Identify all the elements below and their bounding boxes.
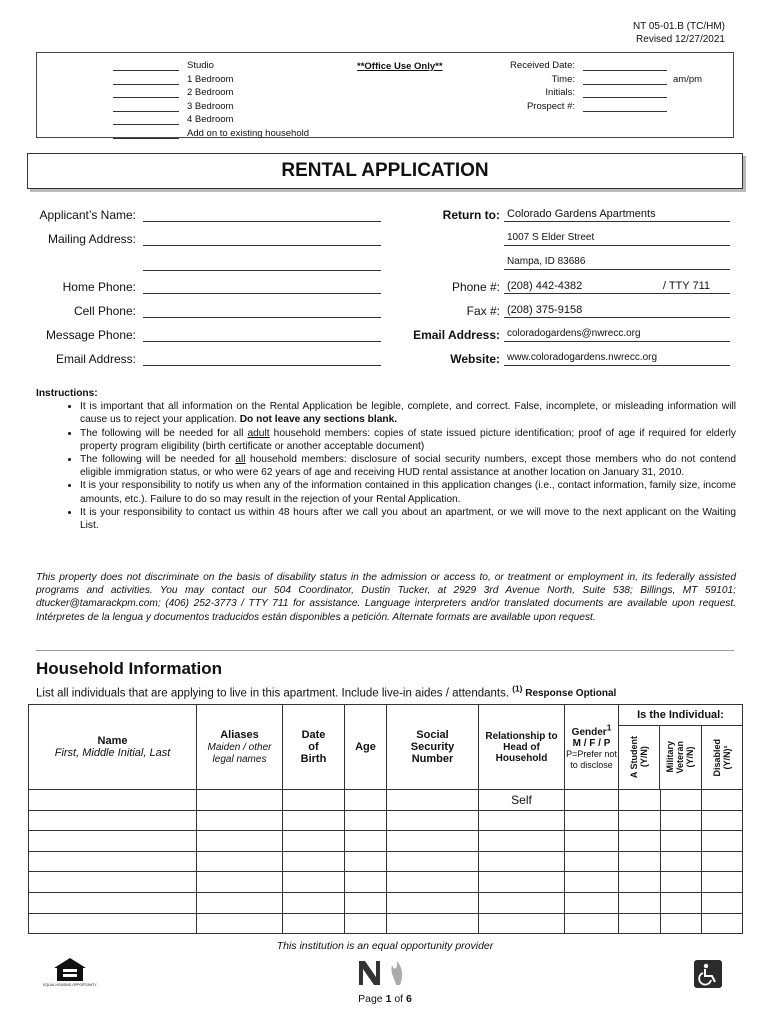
col-gender: Gender$^1$ M / F / P P=Prefer not to disclose — [565, 705, 619, 790]
property-address-1: 1007 S Elder Street — [504, 232, 730, 246]
table-row — [29, 831, 743, 852]
company-logo — [356, 957, 412, 987]
time-field[interactable]: Time: am/pm — [551, 74, 703, 85]
email-row: Email Address: coloradogardens@nwrecc.org — [390, 328, 730, 342]
form-code — [633, 20, 725, 46]
received-date-field[interactable]: Received Date: — [465, 58, 667, 71]
office-use-title: **Office Use Only** — [357, 61, 443, 72]
cell-phone-field[interactable]: Cell Phone: — [36, 304, 381, 318]
form-number: NT 05-01.B (TC/HM) — [632, 21, 725, 32]
nondiscrimination-statement: This property does not discriminate on the basis of disability status in the admission or access to, or treatment or employment in, its federally assisted programs and activities. You may contact our 504 Coordinator, Dustin Tucker, at 2929 3rd Avenue North, Suite 538; Billings, MT 59101; dtucker@tamarackpm.com; (406) 252-3773 / TTY 711 for assistance. Language interpreters and/or translated documents are available upon request. Intérpretes de la lengua y documentos traducidos están disponibles a petición. Alternate formats are available upon request. — [36, 572, 736, 623]
accessibility-logo — [694, 960, 722, 988]
table-row — [29, 790, 743, 811]
prospect-field[interactable]: Prospect #: — [465, 99, 667, 112]
table-row — [29, 810, 743, 831]
fax-row: Fax #: (208) 375-9158 — [390, 304, 730, 318]
col-veteran: Military Veteran (Y/N) — [660, 726, 701, 789]
applicant-name-field[interactable]: Applicant’s Name: — [36, 208, 381, 222]
unit-option[interactable]: Add on to existing household — [113, 126, 309, 139]
equal-housing-logo — [43, 957, 97, 989]
unit-option[interactable]: 4 Bedroom — [113, 112, 233, 125]
property-email[interactable]: coloradogardens@nwrecc.org — [504, 328, 730, 342]
return-to-row: Return to: Colorado Gardens Apartments — [390, 208, 730, 222]
section-divider — [36, 650, 734, 651]
instruction-item: • It is important that all information on the Rental Application be legible, complete, and correct. False, incomplete, or misleading information will cause us to reject your application. Do not leave any sections blank. — [80, 400, 736, 426]
instruction-item: • The following will be needed for all adult household members: copies of state issued picture identification; proof of age if required for elderly property program eligibility (birth certificate or another acceptable document) — [80, 427, 736, 453]
property-address-2: Nampa, ID 83686 — [504, 256, 730, 270]
table-row — [29, 892, 743, 913]
page-title: RENTAL APPLICATION — [27, 153, 743, 189]
household-title: Household Information — [36, 659, 223, 678]
property-phone: (208) 442-4382 — [507, 280, 583, 292]
equal-housing-icon — [43, 957, 97, 989]
logo-icon — [356, 957, 412, 987]
mailing-address-field[interactable]: Mailing Address: — [36, 232, 381, 246]
phone-row: Phone #: (208) 442-4382 / TTY 711 — [390, 280, 730, 294]
message-phone-field[interactable]: Message Phone: — [36, 328, 381, 342]
relationship-self: Self — [479, 790, 565, 811]
property-tty: / TTY 711 — [662, 280, 710, 292]
col-dob: Date of Birth — [283, 705, 345, 790]
unit-option[interactable]: 1 Bedroom — [113, 72, 233, 85]
mailing-address-line2[interactable] — [143, 257, 381, 271]
email-address-field[interactable]: Email Address: — [36, 352, 381, 366]
household-subtitle: List all individuals that are applying to live in this apartment. Include live-in aides / attendants. $^{(1)}$ Response Optional — [36, 684, 617, 700]
property-name: Colorado Gardens Apartments — [504, 208, 730, 222]
instruction-item: • It is your responsibility to contact us within 48 hours after we call you about an apartment, or we will move to the next applicant on the Waiting List. — [80, 506, 736, 532]
unit-option[interactable]: Studio — [113, 58, 214, 71]
col-is-individual: Is the Individual: A Student (Y/N) Military Veteran (Y/N) Disabled (Y/N)¹ — [619, 705, 743, 790]
household-table — [28, 704, 743, 934]
revised-date: Revised 12/27/2021 — [636, 34, 725, 45]
instruction-item: • It is your responsibility to notify us when any of the information contained in this application changes (i.e., contact information, family size, income amounts, etc.). Failure to do so may result in the rejection of your Rental Application. — [80, 479, 736, 505]
col-aliases: Aliases Maiden / other legal names — [197, 705, 283, 790]
col-relationship: Relationship to Head of Household — [479, 705, 565, 790]
table-row — [29, 851, 743, 872]
col-age: Age — [345, 705, 387, 790]
col-disabled: Disabled (Y/N)¹ — [711, 738, 732, 777]
col-student: A Student (Y/N) — [619, 726, 660, 789]
svg-text:EQUAL HOUSING OPPORTUNITY: EQUAL HOUSING OPPORTUNITY — [43, 983, 97, 987]
equal-opportunity-text: This institution is an equal opportunity provider — [276, 940, 494, 952]
office-use-box — [36, 52, 734, 138]
page-number: Page 1 of 6 — [358, 993, 412, 1005]
unit-option[interactable]: 3 Bedroom — [113, 99, 233, 112]
instruction-item: • The following will be needed for all household members: disclosure of social security numbers, except those members who do not contend eligible immigration status, or who were 62 years of age and receiving HUD rental assistance at another location on January 31, 2010. — [80, 453, 736, 479]
unit-option[interactable]: 2 Bedroom — [113, 85, 233, 98]
wheelchair-icon — [694, 960, 722, 988]
website-row: Website: www.coloradogardens.nwrecc.org — [390, 352, 730, 366]
instructions — [36, 387, 736, 532]
property-fax: (208) 375-9158 — [504, 304, 730, 318]
home-phone-field[interactable]: Home Phone: — [36, 280, 381, 294]
table-row — [29, 913, 743, 934]
table-row — [29, 872, 743, 893]
initials-field[interactable]: Initials: — [465, 85, 667, 98]
col-ssn: Social Security Number — [387, 705, 479, 790]
property-website[interactable]: www.coloradogardens.nwrecc.org — [504, 352, 730, 366]
instructions-heading: Instructions: — [36, 388, 98, 399]
col-name: Name First, Middle Initial, Last — [29, 705, 197, 790]
